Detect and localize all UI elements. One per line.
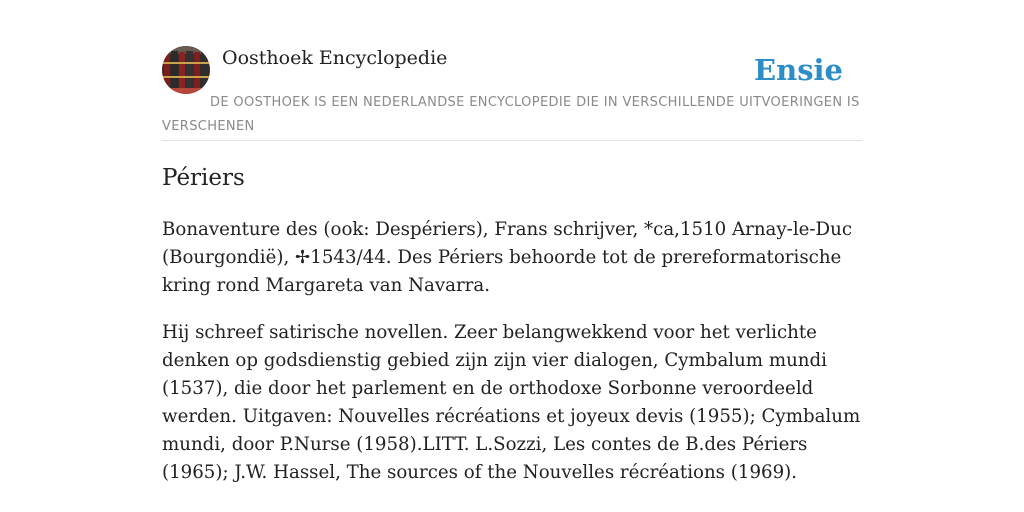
brand-logo[interactable]: Ensie — [754, 53, 843, 87]
article-paragraph: Bonaventure des (ook: Despériers), Frans schrijver, *ca,1510 Arnay-le-Duc (Bourgondië), ✢1543/44. Des Périers behoorde tot de prereformatorische kring rond Margareta van Navarra. — [162, 219, 853, 296]
article-paragraph: Hij schreef satirische novellen. Zeer belangwekkend voor het verlichte denken op godsdienstig gebied zijn zijn vier dialogen, Cymbalum mundi (1537), die door het parlement en de orthodoxe Sorbonne veroordeeld werden. Uitgaven: Nouvelles récréations et joyeux devis (1955); Cymbalum mundi, door P.Nurse (1958).LITT. L.Sozzi, Les contes de B.des Périers (1965); J.W. Hassel, The sources of the Nouvelles récréations (1969). — [162, 322, 861, 483]
article-body — [162, 216, 872, 506]
header — [162, 46, 862, 141]
source-tagline: DE OOSTHOEK IS EEN NEDERLANDSE ENCYCLOPEDIE DIE IN VERSCHILLENDE UITVOERINGEN IS VERSCHENEN — [162, 95, 860, 134]
article-title: Périers — [162, 165, 245, 191]
books-icon[interactable] — [162, 46, 210, 94]
source-title[interactable]: Oosthoek Encyclopedie — [222, 47, 448, 69]
